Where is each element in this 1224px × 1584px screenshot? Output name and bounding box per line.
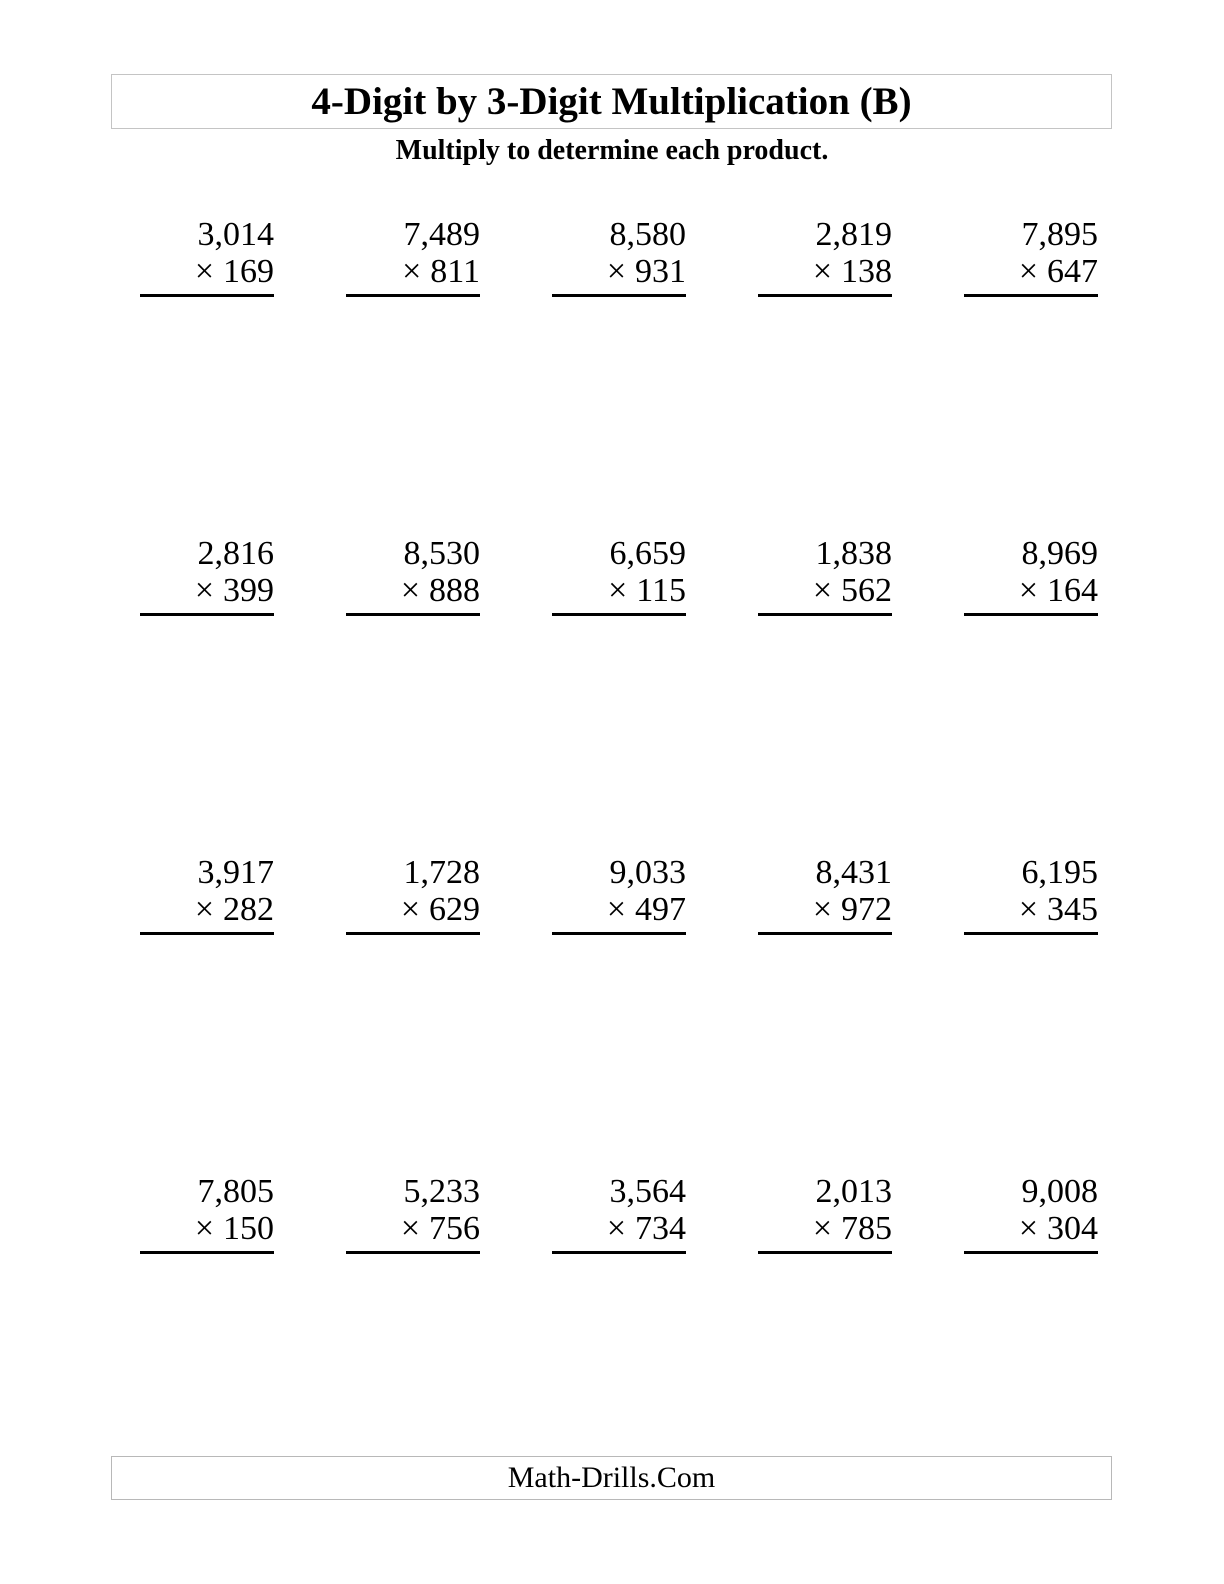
multiply-icon: × [194, 1210, 214, 1247]
multiplier-value: 399 [223, 572, 274, 609]
multiply-icon: × [1018, 891, 1038, 928]
multiply-icon: × [606, 891, 626, 928]
multiplier-line [552, 253, 686, 290]
multiplicand: 7,489 [403, 216, 480, 253]
problem-r3c2 [346, 854, 480, 935]
multiplier-line [964, 891, 1098, 928]
multiplier-value: 304 [1047, 1210, 1098, 1247]
multiplier-line [964, 572, 1098, 609]
problem-r4c2 [346, 1173, 480, 1254]
multiplier-value: 888 [429, 572, 480, 609]
problem-r3c5 [964, 854, 1098, 935]
title-box [111, 74, 1112, 129]
problem-r4c5 [964, 1173, 1098, 1254]
problems-grid [140, 216, 1098, 1492]
multiplier-value: 562 [841, 572, 892, 609]
multiplier-value: 138 [841, 253, 892, 290]
multiplier-line [552, 891, 686, 928]
multiplicand: 3,564 [609, 1173, 686, 1210]
multiply-icon: × [606, 1210, 626, 1247]
multiplicand: 8,580 [609, 216, 686, 253]
multiply-icon: × [194, 572, 214, 609]
problem-row-3 [140, 854, 1098, 1173]
multiplier-line [140, 253, 274, 290]
multiplier-line [758, 572, 892, 609]
multiply-icon: × [1018, 253, 1038, 290]
multiplier-line [346, 572, 480, 609]
problem-r3c1 [140, 854, 274, 935]
problem-row-1 [140, 216, 1098, 535]
multiplier-value: 756 [429, 1210, 480, 1247]
footer-brand: Math-Drills.Com [507, 1461, 716, 1494]
multiplier-value: 115 [636, 572, 686, 609]
problem-r1c3 [552, 216, 686, 297]
multiplier-line [140, 1210, 274, 1247]
multiply-icon: × [1018, 572, 1038, 609]
multiplier-value: 734 [635, 1210, 686, 1247]
problem-r3c4 [758, 854, 892, 935]
multiplier-line [552, 1210, 686, 1247]
multiply-icon: × [194, 253, 214, 290]
multiplicand: 5,233 [403, 1173, 480, 1210]
multiplier-line [346, 253, 480, 290]
multiply-icon: × [194, 891, 214, 928]
multiplier-line [552, 572, 686, 609]
footer-box [111, 1456, 1112, 1500]
multiply-icon: × [400, 1210, 420, 1247]
multiply-icon: × [812, 253, 832, 290]
multiplier-line [758, 1210, 892, 1247]
multiplicand: 1,838 [815, 535, 892, 572]
multiplicand: 2,816 [197, 535, 274, 572]
multiplicand: 8,969 [1021, 535, 1098, 572]
multiplier-line [964, 1210, 1098, 1247]
multiply-icon: × [608, 572, 628, 609]
multiplicand: 2,013 [815, 1173, 892, 1210]
multiply-icon: × [606, 253, 626, 290]
problem-r1c4 [758, 216, 892, 297]
problem-row-4 [140, 1173, 1098, 1492]
multiply-icon: × [400, 572, 420, 609]
multiplicand: 8,530 [403, 535, 480, 572]
multiplier-line [758, 891, 892, 928]
multiplicand: 2,819 [815, 216, 892, 253]
multiply-icon: × [400, 891, 420, 928]
multiplier-value: 497 [635, 891, 686, 928]
multiplier-value: 164 [1047, 572, 1098, 609]
multiplier-line [346, 1210, 480, 1247]
multiplier-line [346, 891, 480, 928]
multiplier-value: 811 [430, 253, 480, 290]
multiplier-value: 972 [841, 891, 892, 928]
problem-row-2 [140, 535, 1098, 854]
instructions-text: Multiply to determine each product. [395, 135, 829, 166]
multiplier-line [140, 572, 274, 609]
multiply-icon: × [812, 891, 832, 928]
multiplier-value: 282 [223, 891, 274, 928]
problem-r1c5 [964, 216, 1098, 297]
multiplicand: 7,805 [197, 1173, 274, 1210]
multiplicand: 1,728 [403, 854, 480, 891]
page-title: 4-Digit by 3-Digit Multiplication (B) [311, 80, 912, 123]
multiplicand: 3,014 [197, 216, 274, 253]
multiplicand: 8,431 [815, 854, 892, 891]
multiply-icon: × [812, 572, 832, 609]
problem-r4c3 [552, 1173, 686, 1254]
multiply-icon: × [812, 1210, 832, 1247]
multiplier-value: 785 [841, 1210, 892, 1247]
problem-r2c2 [346, 535, 480, 616]
problem-r1c1 [140, 216, 274, 297]
multiplier-value: 629 [429, 891, 480, 928]
problem-r3c3 [552, 854, 686, 935]
multiplicand: 6,659 [609, 535, 686, 572]
multiplier-line [964, 253, 1098, 290]
problem-r2c4 [758, 535, 892, 616]
multiply-icon: × [402, 253, 422, 290]
multiplicand: 7,895 [1021, 216, 1098, 253]
problem-r2c3 [552, 535, 686, 616]
problem-r2c5 [964, 535, 1098, 616]
multiplicand: 3,917 [197, 854, 274, 891]
multiplicand: 9,008 [1021, 1173, 1098, 1210]
multiplier-value: 150 [223, 1210, 274, 1247]
multiplier-value: 647 [1047, 253, 1098, 290]
multiplicand: 6,195 [1021, 854, 1098, 891]
multiplier-value: 345 [1047, 891, 1098, 928]
multiply-icon: × [1018, 1210, 1038, 1247]
multiplier-value: 169 [223, 253, 274, 290]
problem-r2c1 [140, 535, 274, 616]
multiplier-line [140, 891, 274, 928]
problem-r1c2 [346, 216, 480, 297]
multiplier-value: 931 [635, 253, 686, 290]
problem-r4c1 [140, 1173, 274, 1254]
multiplicand: 9,033 [609, 854, 686, 891]
problem-r4c4 [758, 1173, 892, 1254]
multiplier-line [758, 253, 892, 290]
